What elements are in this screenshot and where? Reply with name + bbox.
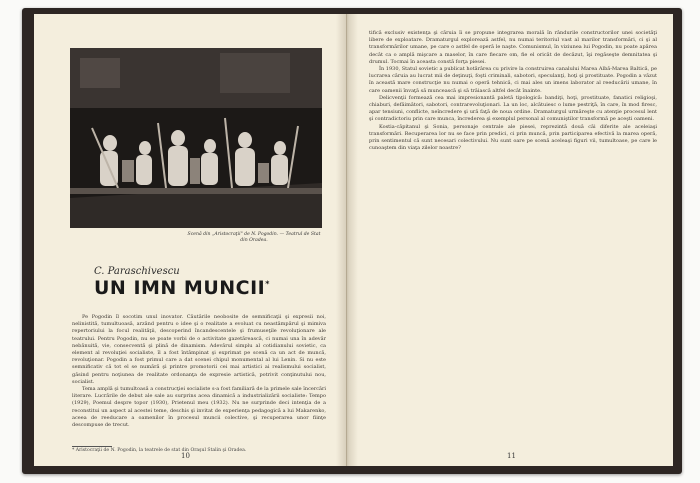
footnote-divider bbox=[72, 446, 112, 447]
title-footnote-marker: * bbox=[265, 279, 270, 289]
left-body-text bbox=[72, 314, 326, 442]
right-page bbox=[347, 14, 673, 466]
article-title bbox=[94, 277, 270, 299]
stage-photo bbox=[70, 48, 322, 228]
left-page bbox=[34, 14, 347, 466]
paragraph: Tema amplă şi tumultoasă a construcţiei socialiste s-a fost familiară de la primele sale încercări literare. Lucrările de debut ale sale au surprins acea dinamică a industrializării socialiste: Tempo (1929), Poemul despre topor (1930), Prietenul meu (1932). Nu ne surprinde deci intenţia de a reconstitui un aspect al acestei teme, deschis şi invitat de experienţa pedagogică a lui Makarenko, aceea de reeducare a oamenilor în procesul muncii colective, şi recuperarea unor fiinţe descompuse de trecut. bbox=[72, 386, 326, 429]
page-number-right: 11 bbox=[507, 452, 516, 460]
article-author: C. Paraschivescu bbox=[94, 266, 180, 277]
right-body-text bbox=[369, 30, 657, 430]
paragraph: În 1930, Statul sovietic a publicat hotărârea cu privire la construirea canalului Marea Albă-Marea Baltică, pe lucrarea căruia au lucrat mii de deţinuţi, foşti criminali, sabotori, speculanţi, hoţi şi prostituate. Pogodin a văzut în această mare construcţie nu numai o operă tehnică, ci mai ales un imens laborator al reeducării umane, în care oamenii învaţă să muncească şi să trăiască altfel decât înainte. bbox=[369, 66, 657, 94]
paragraph: Kostia-căpitanul şi Sonia, personaje centrale ale piesei, reprezintă două căi diferite ale aceleiaşi transformări. Recuperarea lor nu se face prin predici, ci prin muncă, prin participarea efectivă la marea operă, prin sentimentul că sunt necesari colectivului. Nu sunt oare pe scenă aceleaşi figuri vii, tumultoase, pe care le cunoaştem din viaţa zilelor noastre? bbox=[369, 123, 657, 152]
paragraph: Pe Pogodin îl socotim unul inovator. Căutările neobosite de semnificaţii şi expresii noi, nelinistită, tumultuoasă, arzând pentru o idee şi o realitate a evoluat cu neastâmpărul şi mimiva repertoriului la focul realităţii, descoperind încandescentele şi frumuseţile revoluţionare ale teatrului. Pentru Pogodin, nu se poate vorbi de o activitate gazetărească, ci numai una în adevăr nebănuită, vie, consecventă şi plină de dinamism. Adevărul simplu al cotidianului sovietic, ca element al revoluţiei socialiste, îl a fost întâmpinat şi exprimat pe scenă ca un act de muncă, revoluţionar. Pogodin a fost primul care a dat scenei chipul monumental al lui Lenin. Si nu este semnificativ că tot el se numără şi printre promotorii cei mai artistici ai realismului socialist, găsind pentru noţiunea de realitate ordonanţa de expresie artistică, potrivit conţinutului nou, socialist. bbox=[72, 314, 326, 385]
page-number-left: 10 bbox=[181, 452, 190, 460]
article-title-text: UN IMN MUNCII bbox=[94, 277, 266, 299]
footnote: * Aristocraţii de N. Pogodin, la teatrele de stat din Oraşul Stalin şi Oradea. bbox=[72, 448, 247, 453]
paragraph: tifică exclusiv existenţa şi căruia îi se propune integrarea morală în rândurile constructorilor unei societăţi libere de exploatare. Dramaturgul explorează astfel, nu numai teritoriul vast al marilor transformări, ci şi al transformărilor umane, pe care o astfel de operă le naşte. Comunismul, în viziunea lui Pogodin, nu poate apărea decât ca o amplă mişcare a maselor, în care fiecare om, fie el oricât de decăzut, îşi regăseşte demnitatea şi drumul. Tocmai în aceasta constă forţa piesei. bbox=[369, 30, 657, 65]
stage-scene-illustration bbox=[70, 48, 322, 228]
paragraph: Delicvenţii formează cea mai impresionantă paletă tipologică: bandiţi, hoţi, prostituate, fanatici religioşi, chiaburi, defăimători, sabotori, contrarevoluţionari. La un loc, alcătuiesc o lume pestriţă, în care, în mod firesc, apar tensiuni, conflicte, neîncredere şi ură faţă de noua ordine. Dramaturgul urmăreşte cu atenţie procesul lent şi contradictoriu prin care munca, încrederea şi exemplul personal al comuniştilor transformă pe aceşti oameni. bbox=[369, 94, 657, 123]
photo-caption: Scenă din „Aristocraţii" de N. Pogodin. — Teatrul de Stat din Oradea. bbox=[187, 232, 321, 244]
